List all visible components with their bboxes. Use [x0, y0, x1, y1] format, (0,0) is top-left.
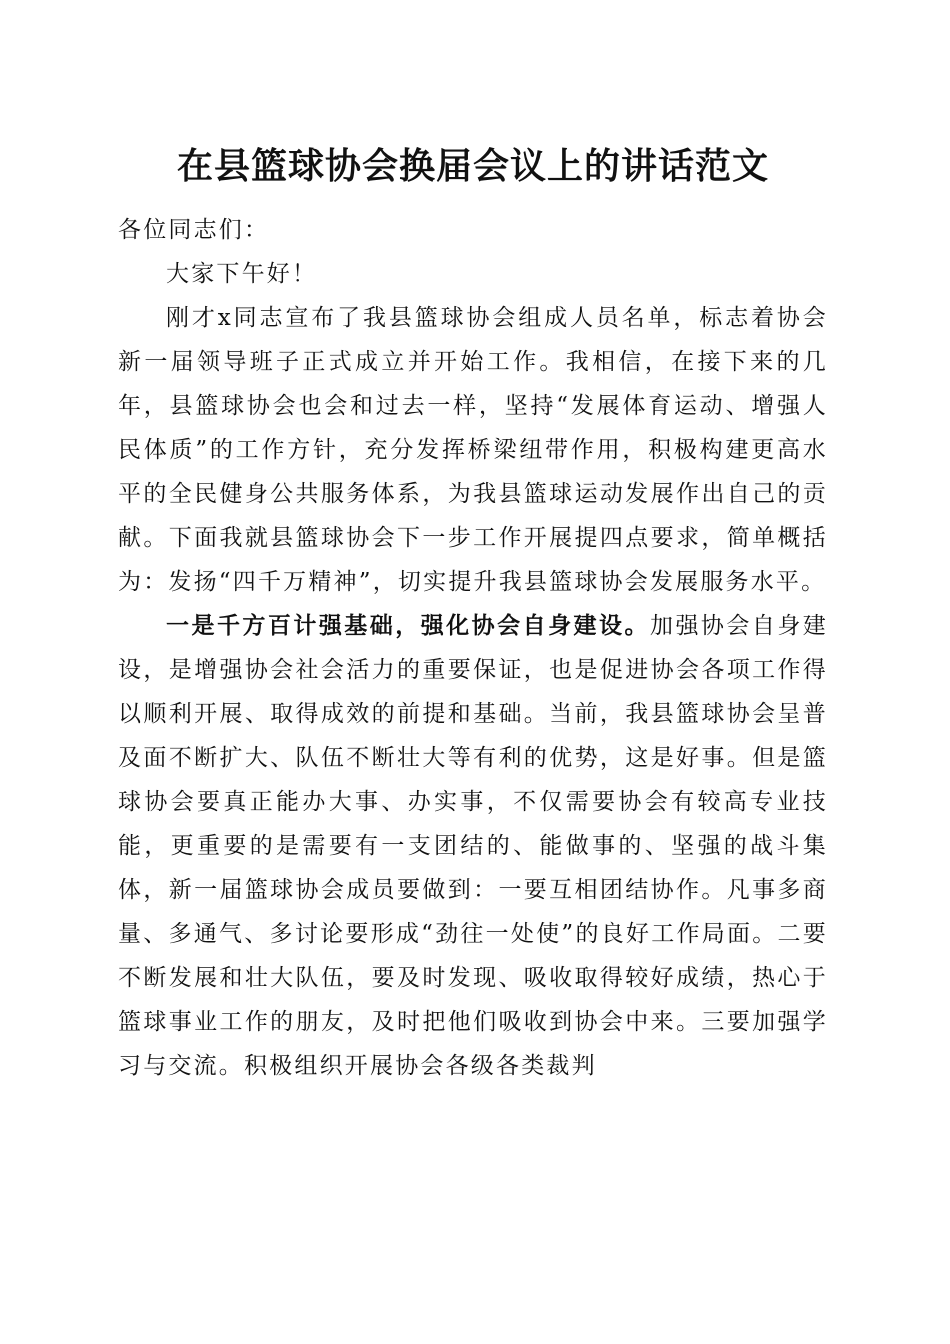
- paragraph-point-one: [118, 604, 828, 1088]
- salutation: 各位同志们：: [118, 217, 270, 243]
- document-title: 在县篮球协会换届会议上的讲话范文: [176, 145, 769, 187]
- point-one-body: 加强协会自身建设，是增强协会社会活力的重要保证，也是促进协会各项工作得以顺利开展、取得成效的前提和基础。当前，我县篮球协会呈普及面不断扩大、队伍不断壮大等有利的优势，这是好事。但是篮球协会要真正能办大事、办实事，不仅需要协会有较高专业技能，更重要的是需要有一支团结的、能做事的、坚强的战斗集体，新一届篮球协会成员要做到：一要互相团结协作。凡事多商量、多通气、多讨论要形成“劲往一处使”的良好工作局面。二要不断发展和壮大队伍，要及时发现、吸收取得较好成绩，热心于篮球事业工作的朋友，及时把他们吸收到协会中来。三要加强学习与交流。积极组织开展协会各级各类裁判: [118, 613, 828, 1079]
- point-one-heading: 一是千方百计强基础，强化协会自身建设。: [166, 612, 650, 639]
- greeting: 大家下午好！: [166, 261, 318, 287]
- paragraph-intro: 刚才x同志宣布了我县篮球协会组成人员名单，标志着协会新一届领导班子正式成立并开始工作。我相信，在接下来的几年，县篮球协会也会和过去一样，坚持“发展体育运动、增强人民体质”的工作方针，充分发挥桥梁纽带作用，积极构建更高水平的全民健身公共服务体系，为我县篮球运动发展作出自己的贡献。下面我就县篮球协会下一步工作开展提四点要求，简单概括为：发扬“四千万精神”，切实提升我县篮球协会发展服务水平。: [118, 305, 828, 595]
- document-body: [118, 208, 828, 1088]
